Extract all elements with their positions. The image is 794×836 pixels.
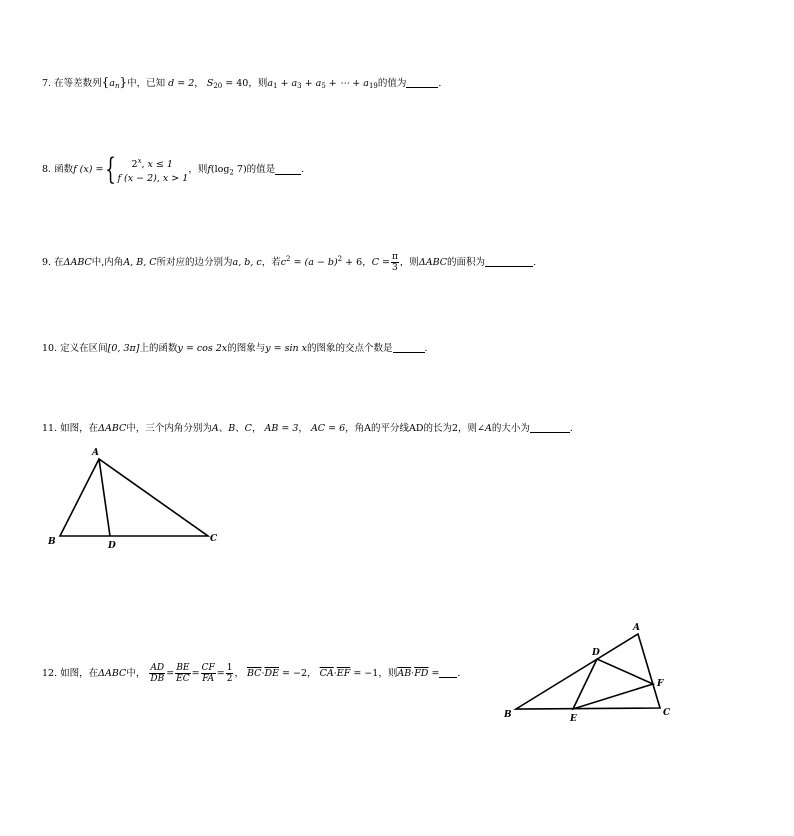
q12-label-f: F	[657, 679, 664, 689]
q12-dot2: ·	[333, 668, 337, 679]
q12-answer-blank[interactable]	[439, 667, 457, 678]
q12-label-a: A	[633, 623, 640, 633]
q11-end: .	[569, 423, 573, 434]
q8-number: 8.	[42, 164, 52, 175]
q12-end: .	[457, 668, 461, 679]
q9-text-c: 所对应的边分别为	[156, 257, 233, 268]
q7-sum-sub-3: 5	[321, 82, 326, 90]
q8-eval-f: f	[207, 164, 211, 175]
q8-piece-2: f (x − 2), x > 1	[117, 173, 189, 184]
q9-eq-sup: 2	[286, 255, 291, 263]
q12-val2: = −1	[350, 668, 379, 679]
question-12	[42, 663, 460, 684]
q8-func: f (x) =	[73, 164, 104, 175]
q12-sep2: ，	[307, 668, 317, 679]
q11-label-c: C	[210, 534, 218, 544]
q12-vec-ab: $\overline{AB}$	[397, 668, 412, 679]
q7-text-d: 的值为	[377, 78, 407, 89]
q10-func1: y = cos 2x	[177, 343, 228, 354]
q11-text-d: 的大小为	[491, 423, 530, 434]
q7-text-b: 中，已知	[127, 78, 166, 89]
q12-eq3: =	[216, 668, 225, 679]
q12-vec-ef: $\overline{EF}$	[336, 668, 351, 679]
q10-text-a: 定义在区间	[60, 343, 108, 354]
q7-s-sub: 20	[213, 82, 223, 90]
q12-text-c: ，则	[378, 668, 398, 679]
q9-pi-num: π	[391, 252, 398, 262]
q9-number: 9.	[42, 257, 52, 268]
q7-end: .	[438, 78, 442, 89]
q12-eq1: =	[166, 668, 175, 679]
q12-triangle-abc	[516, 634, 660, 709]
q7-seq-brace-open: {	[101, 75, 110, 89]
q8-text-a: 函数	[54, 164, 74, 175]
q7-text-a: 在等差数列	[54, 78, 102, 89]
q9-eq-sup2: 2	[337, 255, 343, 263]
q10-text-c: 的图象与	[227, 343, 266, 354]
q12-label-e: E	[570, 714, 577, 724]
q11-text-a: 如图，在	[60, 423, 99, 434]
q8-text-c: 的值是	[246, 164, 276, 175]
q12-eq2: =	[191, 668, 200, 679]
q10-interval: [0, 3π]	[107, 343, 140, 354]
q10-text-d: 的图象的交点个数是	[306, 343, 393, 354]
q7-seq-brace-close: }	[119, 75, 128, 89]
q8-piece1-expr: 2	[131, 159, 138, 170]
q12-vec-fd: $\overline{FD}$	[414, 668, 429, 679]
q7-sum-sub-4: 19	[368, 82, 378, 90]
q9-angle-c: C =	[371, 257, 390, 268]
q12-vec-bc: $\overline{BC}$	[247, 668, 262, 679]
q12-vec-de: $\overline{DE}$	[264, 668, 280, 679]
q10-number: 10.	[42, 343, 58, 354]
q12-text-a: 如图，在	[60, 668, 99, 679]
q12-val3: =	[428, 668, 440, 679]
question-8	[42, 154, 304, 186]
q9-angles: A, B, C	[123, 257, 157, 268]
q12-f2-den: EC	[176, 674, 190, 684]
q11-label-b: B	[48, 537, 56, 547]
q10-end: .	[424, 343, 428, 354]
q12-dot3: ·	[411, 668, 415, 679]
q11-triangle-abc	[60, 459, 208, 536]
q8-piece-1	[118, 154, 189, 172]
question-11	[42, 422, 573, 436]
q9-tri: ΔABC	[63, 257, 92, 268]
q8-piece1-sup: x	[137, 157, 142, 165]
q7-text-c: ，则	[248, 78, 268, 89]
q12-label-b: B	[504, 710, 512, 720]
q8-answer-blank[interactable]	[275, 164, 301, 175]
q7-sum-3: + a	[301, 78, 322, 89]
q12-frac-half	[226, 663, 234, 684]
q12-label-d: D	[592, 648, 600, 658]
q7-sum-4: + ⋯ + a	[325, 78, 369, 89]
q10-func2: y = sin x	[265, 343, 307, 354]
q11-answer-blank[interactable]	[530, 422, 570, 433]
q11-sep2: ，	[298, 423, 308, 434]
q9-pi-den: 3	[392, 263, 398, 273]
q11-text-c: ，角A的平分线AD的长为2，则	[345, 423, 478, 434]
q11-bisector-ad	[99, 459, 110, 536]
q12-frac-cf-fa	[201, 663, 216, 684]
q9-text-a: 在	[54, 257, 64, 268]
q8-end: .	[301, 164, 305, 175]
q9-tri2: ΔABC	[418, 257, 448, 268]
q9-text-g: 的面积为	[447, 257, 486, 268]
q12-f4-num: 1	[226, 663, 233, 673]
q9-eq-plus: + 6	[342, 257, 363, 268]
q9-eq-c: c	[280, 257, 287, 268]
q9-text-d: ，若	[261, 257, 281, 268]
q7-answer-blank[interactable]	[406, 77, 438, 88]
q9-pi-fraction	[391, 252, 399, 273]
q9-text-f: ，则	[399, 257, 419, 268]
q9-sides: a, b, c	[232, 257, 262, 268]
q9-text-b: 中,内角	[91, 257, 124, 268]
q12-text-b: 中，	[126, 668, 146, 679]
q12-tri: ΔABC	[98, 668, 127, 679]
q7-number: 7.	[42, 78, 52, 89]
q11-triangle-figure	[40, 444, 230, 554]
q11-angles: A、B、C	[211, 423, 252, 434]
q12-f1-num: AD	[150, 663, 165, 673]
q11-tri: ΔABC	[98, 423, 127, 434]
q12-triangle-figure	[500, 620, 690, 730]
q9-end: .	[533, 257, 537, 268]
q12-frac-be-ec	[175, 663, 190, 684]
q8-text-b: ，则	[188, 164, 208, 175]
q11-ab: AB = 3	[264, 423, 299, 434]
q11-label-a: A	[92, 448, 99, 458]
q11-angle: ∠A	[477, 423, 492, 434]
q10-answer-blank[interactable]	[393, 342, 425, 353]
question-9	[42, 252, 536, 273]
q10-text-b: 上的函数	[139, 343, 178, 354]
question-7	[42, 75, 441, 93]
question-10	[42, 342, 428, 356]
q11-label-d: D	[108, 541, 116, 551]
q9-text-e: ，	[362, 257, 372, 268]
q12-label-c: C	[663, 708, 671, 718]
q12-sep: ，	[234, 668, 244, 679]
q7-sum-sub-1: 1	[273, 82, 278, 90]
q11-number: 11.	[42, 423, 58, 434]
q9-eq-rhs: = (a − b)	[290, 257, 338, 268]
q7-seq: a	[109, 78, 115, 89]
q11-sep: ，	[251, 423, 262, 434]
q7-sum-sub-2: 3	[297, 82, 302, 90]
q12-f1-den: DB	[150, 674, 165, 684]
q8-piecewise-brace: {	[105, 152, 117, 187]
q8-piece1-cond: , x ≤ 1	[141, 159, 173, 170]
q12-f3-den: FA	[202, 674, 215, 684]
q12-number: 12.	[42, 668, 58, 679]
q12-frac-ad-db	[149, 663, 165, 684]
q12-vec-ca: $\overline{CA}$	[319, 668, 334, 679]
q8-eval-arg: 7)	[233, 164, 247, 175]
q12-f4-den: 2	[226, 674, 233, 684]
q8-eval-sub: 2	[229, 168, 234, 177]
q7-cond-d: d = 2	[168, 78, 195, 89]
q11-ac: AC = 6	[310, 423, 346, 434]
q11-text-b: 中，三个内角分别为	[126, 423, 212, 434]
q7-sep1: ，	[194, 78, 204, 89]
q12-val1: = −2	[279, 668, 308, 679]
q7-sum-2: + a	[277, 78, 298, 89]
q7-s-label: S	[206, 78, 214, 89]
q8-eval-log: (log	[210, 164, 230, 175]
q12-f3-num: CF	[201, 663, 215, 673]
q12-dot1: ·	[261, 668, 265, 679]
q7-sum-1: a	[267, 78, 274, 89]
q8-piecewise	[118, 154, 189, 186]
q7-s-val: = 40	[222, 78, 249, 89]
q7-seq-sub: n	[114, 82, 120, 90]
q12-f2-num: BE	[176, 663, 190, 673]
q9-answer-blank[interactable]	[485, 256, 533, 267]
